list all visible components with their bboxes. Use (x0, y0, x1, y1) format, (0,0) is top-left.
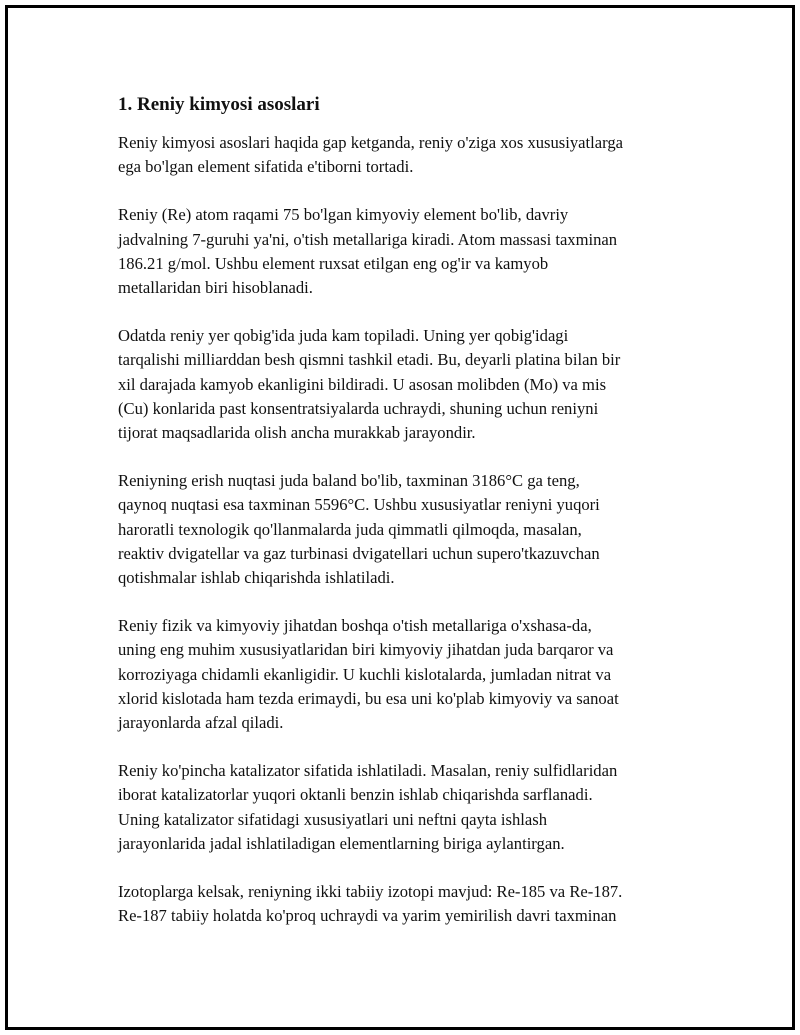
paragraph (118, 759, 698, 856)
paragraph-line: Reniy fizik va kimyoviy jihatdan boshqa o'tish metallariga o'xshasa-da, (118, 616, 592, 636)
paragraph-line: iborat katalizatorlar yuqori oktanli benzin ishlab chiqarishda sarflanadi. (118, 785, 593, 805)
paragraph-line: tijorat maqsadlarida olish ancha murakkab jarayondir. (118, 423, 476, 443)
paragraph-line: Reniy kimyosi asoslari haqida gap ketganda, reniy o'ziga xos xususiyatlarga (118, 133, 623, 152)
paragraph-line: Reniy (Re) atom raqami 75 bo'lgan kimyoviy element bo'lib, davriy (118, 205, 569, 225)
paragraph-line: uning eng muhim xususiyatlaridan biri kimyoviy jihatdan juda barqaror va (118, 640, 614, 660)
paragraph (118, 324, 698, 445)
paragraph (118, 131, 698, 179)
paragraph-line: Reniyning erish nuqtasi juda baland bo'lib, taxminan 3186°C ga teng, (118, 471, 580, 491)
paragraph-line: reaktiv dvigatellar va gaz turbinasi dvigatellari uchun supero'tkazuvchan (118, 543, 600, 563)
document-body (118, 93, 698, 952)
paragraph-line: jarayonlarida jadal ishlatiladigan elementlarning biriga aylantirgan. (118, 833, 565, 853)
paragraph-line: Izotoplarga kelsak, reniyning ikki tabiiy izotopi mavjud: Re-185 va Re-187. (118, 882, 623, 902)
paragraph-line: 186.21 g/mol. Ushbu element ruxsat etilgan eng og'ir va kamyob (118, 253, 549, 273)
paragraph-line: jarayonlarda afzal qiladi. (118, 713, 284, 733)
paragraph (118, 880, 698, 928)
paragraph-line: haroratli texnologik qo'llanmalarda juda qimmatli qilmoqda, masalan, (118, 519, 582, 539)
paragraph-line: xlorid kislotada ham tezda erimaydi, bu esa uni ko'plab kimyoviy va sanoat (118, 688, 619, 708)
paragraph-line: (Cu) konlarida past konsentratsiyalarda uchraydi, shuning uchun reniyni (118, 398, 599, 418)
paragraph (118, 203, 698, 300)
paragraph-line: qotishmalar ishlab chiqarishda ishlatiladi. (118, 568, 395, 588)
paragraph-line: tarqalishi milliarddan besh qismni tashkil etadi. Bu, deyarli platina bilan bir (118, 350, 621, 370)
section-heading: 1. Reniy kimyosi asoslari (118, 94, 320, 115)
paragraph-line: qaynoq nuqtasi esa taxminan 5596°C. Ushbu xususiyatlar reniyni yuqori (118, 495, 600, 515)
paragraph-line: Odatda reniy yer qobig'ida juda kam topiladi. Uning yer qobig'idagi (118, 326, 569, 346)
paragraph-line: xil darajada kamyob ekanligini bildiradi. U asosan molibden (Mo) va mis (118, 374, 607, 394)
paragraph-line: ega bo'lgan element sifatida e'tiborni tortadi. (118, 157, 414, 177)
paragraph-line: jadvalning 7-guruhi ya'ni, o'tish metallariga kiradi. Atom massasi taxminan (118, 229, 618, 249)
paragraph-list (118, 131, 698, 928)
paragraph-line: Re-187 tabiiy holatda ko'proq uchraydi va yarim yemirilish davri taxminan (118, 906, 617, 926)
paragraph (118, 469, 698, 590)
paragraph-line: Reniy ko'pincha katalizator sifatida ishlatiladi. Masalan, reniy sulfidlaridan (118, 761, 618, 781)
paragraph-line: korroziyaga chidamli ekanligidir. U kuchli kislotalarda, jumladan nitrat va (118, 664, 612, 684)
paragraph-line: Uning katalizator sifatidagi xususiyatlari uni neftni qayta ishlash (118, 809, 548, 829)
paragraph (118, 614, 698, 735)
paragraph-line: metallaridan biri hisoblanadi. (118, 278, 313, 298)
